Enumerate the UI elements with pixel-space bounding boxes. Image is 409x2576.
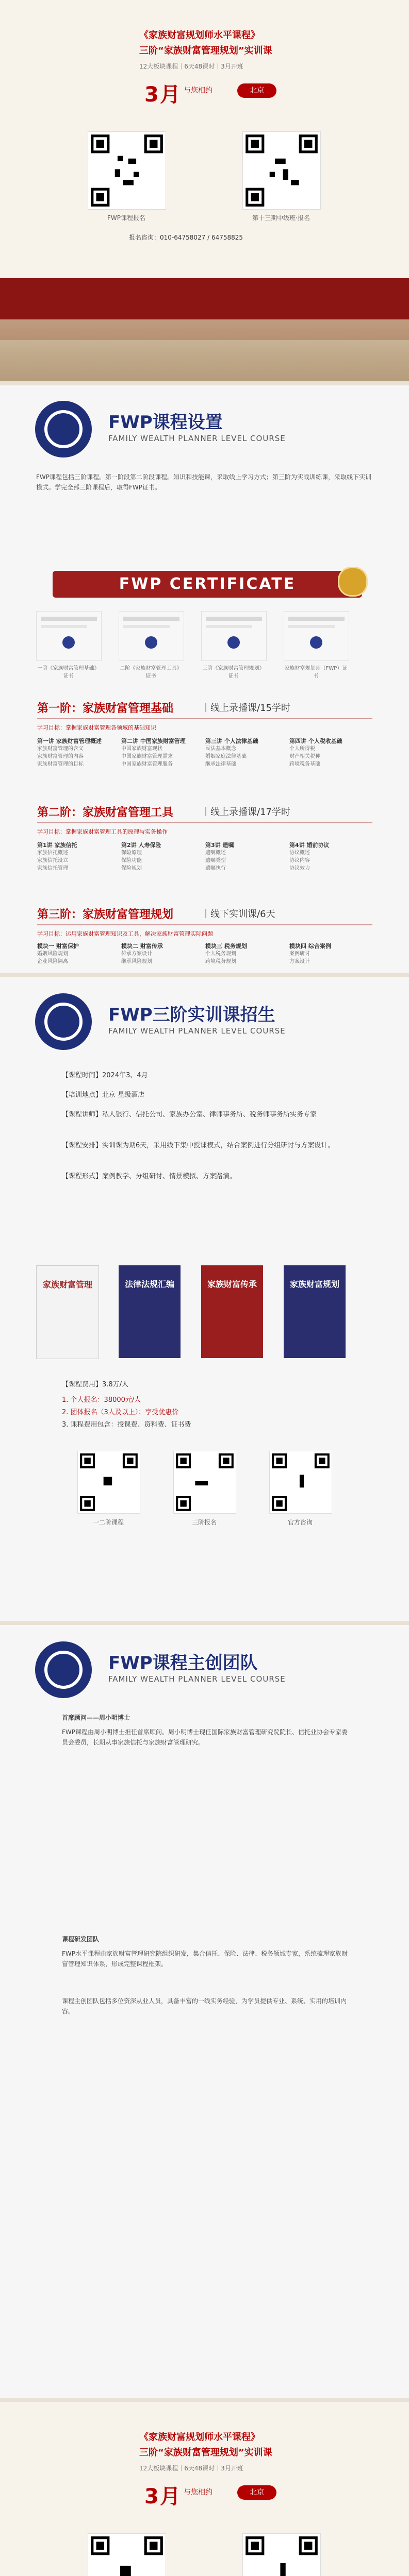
module-card bbox=[37, 737, 112, 793]
stage-line bbox=[37, 924, 372, 925]
qr-code-icon[interactable] bbox=[173, 1451, 236, 1514]
module-item: 中国家族财富管理服务 bbox=[121, 761, 173, 767]
poster-meta: 12大板块课程｜6天48课时｜3月开班 bbox=[139, 63, 243, 70]
training-line: 【课程安排】实训课为期6天，采用线下集中授课模式，结合案例进行分组研讨与方案设计。 bbox=[62, 1142, 335, 1149]
stage-title: 第三阶：家族财富管理规划 bbox=[37, 908, 174, 921]
certificate-card bbox=[119, 611, 184, 661]
stage-title: 第二阶：家族财富管理工具 bbox=[37, 806, 174, 819]
module-title: 模块一 财富保护 bbox=[37, 943, 79, 950]
module-item: 中国家族财富现状 bbox=[121, 746, 162, 752]
fwp-logo-icon bbox=[35, 401, 92, 457]
qr-code-icon[interactable] bbox=[77, 1451, 140, 1514]
module-title: 模块三 税务规划 bbox=[205, 943, 247, 950]
stage-line bbox=[37, 718, 372, 719]
book-cover bbox=[284, 1265, 346, 1358]
book-cover bbox=[36, 1265, 99, 1359]
module-card bbox=[205, 737, 280, 793]
qr-code-icon[interactable] bbox=[242, 131, 321, 210]
module-item: 家族财富管理的目标 bbox=[37, 761, 84, 767]
module-item: 协议效力 bbox=[289, 866, 310, 871]
module-item: 家族信托管理 bbox=[37, 866, 68, 871]
module-card bbox=[121, 942, 196, 971]
module-item: 家族信托概述 bbox=[37, 850, 68, 856]
divider bbox=[0, 1621, 409, 1625]
stage-desc: 学习目标：掌握家族财富管理工具的原理与实务操作 bbox=[37, 828, 168, 835]
fwp-logo-icon bbox=[35, 1641, 92, 1698]
stage-desc: 学习目标：掌握家族财富管理各领域的基础知识 bbox=[37, 724, 156, 731]
certificate-caption: 一阶《家族财富管理基础》证书 bbox=[37, 666, 100, 679]
settings-intro: FWP课程包括三阶课程。第一阶段第二阶段课程。知识和技能课，采取线上学习方式；第三阶为实战训练课，采取线下实训模式。学完全部三阶课程后，取得FWP证书。 bbox=[36, 473, 372, 491]
seal-icon bbox=[338, 567, 368, 597]
team-section bbox=[0, 1625, 409, 2398]
training-line: 【课程时间】2024年3、4月 bbox=[62, 1072, 148, 1079]
stage-line bbox=[37, 822, 372, 823]
stage-desc: 学习目标：运用家族财富管理知识及工具，解决家族财富管理实际问题 bbox=[37, 930, 213, 937]
module-item: 协议概述 bbox=[289, 850, 310, 856]
module-title: 模块四 综合案例 bbox=[289, 943, 331, 950]
team-title: FWP课程主创团队 bbox=[108, 1653, 258, 1673]
qr-code-icon[interactable] bbox=[242, 2533, 321, 2576]
certificate-card bbox=[201, 611, 267, 661]
module-item: 继承法律基础 bbox=[205, 761, 236, 767]
module-item: 婚姻风险规划 bbox=[37, 951, 68, 957]
poster-meta: 12大板块课程｜6天48课时｜3月开班 bbox=[139, 2465, 243, 2472]
price-note: 3. 课程费用包含：授课费、资料费、证书费 bbox=[62, 1421, 191, 1429]
decor-ground bbox=[0, 319, 409, 381]
training-line: 【课程形式】案例教学、分组研讨、情景模拟、方案路演。 bbox=[62, 1173, 237, 1180]
module-item: 跨境税务规划 bbox=[205, 959, 236, 964]
module-title: 第二讲 中国家族财富管理 bbox=[121, 738, 186, 744]
qr-caption: 一二阶课程 bbox=[92, 1519, 124, 1526]
qr-caption-2: 第十三期中级班·报名 bbox=[252, 214, 310, 222]
fwp-logo-icon bbox=[35, 993, 92, 1050]
training-title: FWP三阶实训课招生 bbox=[108, 1005, 275, 1025]
divider bbox=[0, 973, 409, 977]
module-item: 财产相关税种 bbox=[289, 754, 320, 759]
certificate-caption: 三阶《家族财富管理规划》证书 bbox=[202, 666, 265, 679]
price-note: 1. 个人报名：38000元/人 bbox=[62, 1396, 141, 1404]
book-title: 家族财富规划 bbox=[289, 1279, 339, 1289]
module-title: 第1讲 家族信托 bbox=[37, 842, 77, 849]
module-item: 遗嘱类型 bbox=[205, 858, 226, 863]
team-paragraph: FWP课程由周小明博士担任首席顾问。周小明博士现任国际家族财富管理研究院院长、信托业协会专家委员会委员，长期从事家族信托与家族财富管理研究。 bbox=[62, 1728, 348, 1746]
module-item: 婚姻家庭法律基础 bbox=[205, 754, 247, 759]
poster-month: 3月 bbox=[144, 2485, 182, 2509]
bottom-poster bbox=[0, 2402, 409, 2576]
stage-title: 第一阶：家族财富管理基础 bbox=[37, 702, 174, 715]
module-item: 遗嘱概述 bbox=[205, 850, 226, 856]
book-cover bbox=[201, 1265, 263, 1358]
stage-sub: ｜线上录播课/17学时 bbox=[201, 807, 290, 818]
module-title: 第三讲 个人法律基础 bbox=[205, 738, 258, 744]
stage-sub: ｜线下实训课/6天 bbox=[201, 909, 275, 920]
certificate-card bbox=[36, 611, 102, 661]
book-title: 法律法规汇编 bbox=[124, 1279, 174, 1289]
training-subtitle: FAMILY WEALTH PLANNER LEVEL COURSE bbox=[108, 1026, 286, 1036]
module-item: 方案设计 bbox=[289, 959, 310, 964]
module-title: 第4讲 婚前协议 bbox=[289, 842, 330, 849]
team-paragraph: FWP水平课程由家族财富管理研究院组织研发，集合信托、保险、法律、税务领域专家，系统梳理家族财富管理知识体系，形成完整课程框架。 bbox=[62, 1950, 348, 1968]
module-item: 保险原理 bbox=[121, 850, 142, 856]
module-title: 第3讲 遗嘱 bbox=[205, 842, 234, 849]
qr-code-icon[interactable] bbox=[269, 1451, 332, 1514]
module-item: 传承方案设计 bbox=[121, 951, 152, 957]
poster-location-badge: 北京 bbox=[237, 83, 276, 98]
qr-caption: 官方咨询 bbox=[287, 1519, 313, 1526]
team-paragraph: 课程研发团队 bbox=[62, 1936, 100, 1943]
training-line: 【课程讲师】私人银行、信托公司、家族办公室、律师事务所、税务师事务所实务专家 bbox=[62, 1111, 317, 1118]
module-card bbox=[121, 841, 196, 897]
training-line: 【培训地点】北京 星级酒店 bbox=[62, 1091, 145, 1099]
certificate-card bbox=[284, 611, 349, 661]
module-title: 第四讲 个人税收基础 bbox=[289, 738, 342, 744]
certificate-banner: FWP CERTIFICATE bbox=[53, 571, 362, 598]
divider bbox=[0, 2398, 409, 2402]
book-title: 家族财富管理 bbox=[42, 1280, 92, 1290]
team-paragraph: 课程主创团队包括多位资深从业人员，具备丰富的一线实务经验，为学员提供专业、系统、实用的培训内容。 bbox=[62, 1997, 347, 2015]
poster-title-line1: 《家族财富规划师水平课程》 bbox=[139, 30, 260, 41]
module-item: 家族信托设立 bbox=[37, 858, 68, 863]
qr-caption: 三阶报名 bbox=[191, 1519, 217, 1526]
settings-subtitle: FAMILY WEALTH PLANNER LEVEL COURSE bbox=[108, 434, 286, 443]
module-item: 家族财富管理的内容 bbox=[37, 754, 84, 759]
module-item: 跨境税务基础 bbox=[289, 761, 320, 767]
module-title: 第一讲 家族财富管理概述 bbox=[37, 738, 102, 744]
module-card bbox=[205, 841, 280, 897]
module-card bbox=[37, 841, 112, 897]
module-item: 继承风险规划 bbox=[121, 959, 152, 964]
module-item: 个人所得税 bbox=[289, 746, 315, 752]
module-item: 中国家族财富管理需求 bbox=[121, 754, 173, 759]
module-card bbox=[37, 942, 112, 971]
module-item: 企业风险隔离 bbox=[37, 959, 68, 964]
module-title: 第2讲 人寿保险 bbox=[121, 842, 161, 849]
module-item: 遗嘱执行 bbox=[205, 866, 226, 871]
contact-phone: 报名咨询：010-64758027 / 64758825 bbox=[129, 234, 243, 241]
poster-month-suffix: 与您相约 bbox=[184, 87, 212, 95]
module-item: 协议内容 bbox=[289, 858, 310, 863]
module-card bbox=[289, 841, 364, 897]
module-title: 模块二 财富传承 bbox=[121, 943, 163, 950]
team-subtitle: FAMILY WEALTH PLANNER LEVEL COURSE bbox=[108, 1674, 286, 1684]
module-card bbox=[121, 737, 196, 793]
training-fee: 【课程费用】3.8万/人 bbox=[62, 1381, 129, 1388]
price-note: 2. 团体报名（3人及以上）：享受优惠价 bbox=[62, 1409, 179, 1416]
top-poster bbox=[0, 0, 409, 381]
module-card bbox=[289, 737, 364, 793]
module-item: 个人税务规划 bbox=[205, 951, 236, 957]
poster-month-suffix: 与您相约 bbox=[184, 2488, 212, 2497]
module-item: 家族财富管理的含义 bbox=[37, 746, 84, 752]
poster-month: 3月 bbox=[144, 83, 182, 107]
module-item: 保险功能 bbox=[121, 858, 142, 863]
stage-sub: ｜线上录播课/15学时 bbox=[201, 703, 290, 714]
certificate-caption: 二阶《家族财富管理工具》证书 bbox=[120, 666, 182, 679]
poster-title-line2: 三阶“家族财富管理规划”实训课 bbox=[139, 45, 272, 56]
divider bbox=[0, 381, 409, 385]
poster-location-badge: 北京 bbox=[237, 2485, 276, 2500]
settings-title: FWP课程设置 bbox=[108, 412, 223, 433]
module-card bbox=[205, 942, 280, 971]
book-title: 家族财富传承 bbox=[207, 1279, 257, 1289]
book-cover bbox=[119, 1265, 181, 1358]
qr-caption-1: FWP课程报名 bbox=[107, 214, 145, 222]
qr-code-icon[interactable] bbox=[88, 2533, 166, 2576]
module-card bbox=[289, 942, 364, 971]
certificate-caption: 家族财富规划师（FWP）证书 bbox=[284, 666, 348, 679]
team-paragraph: 首席顾问——周小明博士 bbox=[62, 1714, 130, 1721]
module-item: 民法基本概念 bbox=[205, 746, 236, 752]
poster-title-line1: 《家族财富规划师水平课程》 bbox=[139, 2432, 260, 2443]
module-item: 案例研讨 bbox=[289, 951, 310, 957]
qr-code-icon[interactable] bbox=[88, 131, 166, 210]
training-enrollment bbox=[0, 977, 409, 1621]
poster-title-line2: 三阶“家族财富管理规划”实训课 bbox=[139, 2447, 272, 2458]
module-item: 保险规划 bbox=[121, 866, 142, 871]
course-settings bbox=[0, 385, 409, 973]
